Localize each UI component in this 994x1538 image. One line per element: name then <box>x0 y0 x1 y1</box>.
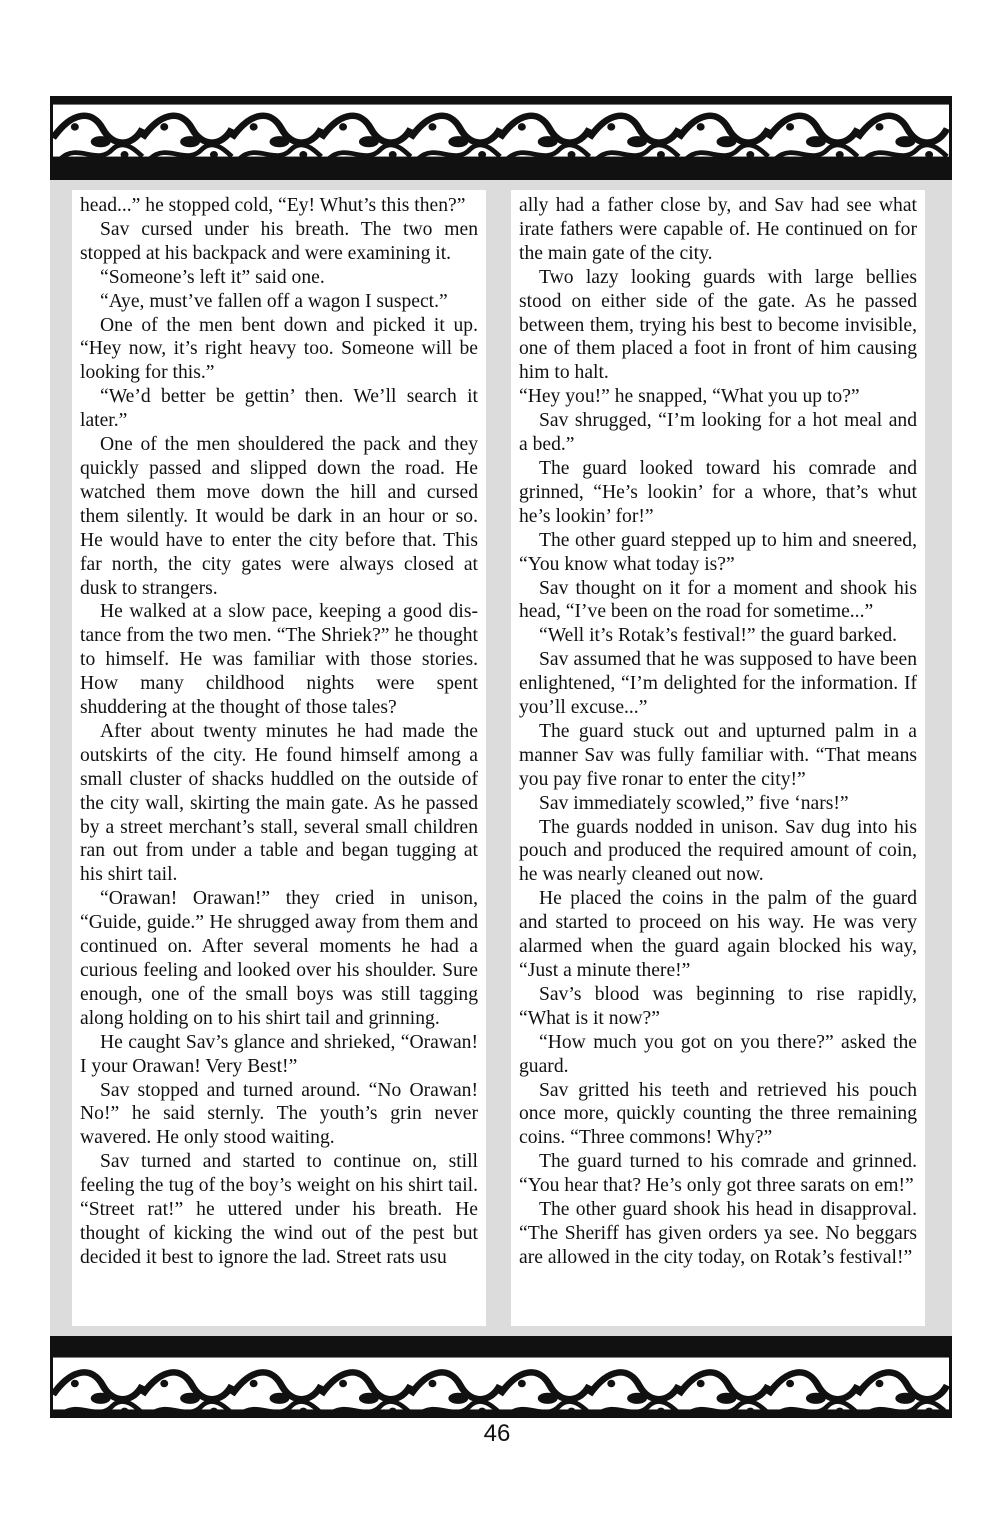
right-text-column <box>511 190 925 1326</box>
paragraph: Sav’s blood was beginning to rise rapidly, “What is it now?” <box>519 983 917 1029</box>
left-text-column <box>72 190 486 1326</box>
paragraph: The other guard stepped up to him and sneered, “You know what today is?” <box>519 529 917 575</box>
paragraph: One of the men bent down and picked it up. “Hey now, it’s right heavy too. Someone will be looking for this.” <box>80 314 478 384</box>
paragraph: ally had a father close by, and Sav had see what irate fathers were capable of. He continued on for the main gate of the city. <box>519 195 917 264</box>
paragraph: Sav assumed that he was supposed to have been enlightened, “I’m delighted for the information. If you’ll excuse...” <box>519 649 917 719</box>
paragraph: After about twenty minutes he had made the outskirts of the city. He found himself among a small cluster of shacks huddled on the outside of the city wall, skirting the main gate. As he passed by a street merchant’s stall, several small children ran out from under a table and began tugging at his shirt tail. <box>80 720 478 886</box>
top-ornamental-border <box>50 96 952 180</box>
paragraph: Sav gritted his teeth and retrieved his pouch once more, quickly counting the three remaining coins. “Three commons! Why?” <box>519 1079 917 1149</box>
page-number: 46 <box>483 1420 511 1447</box>
paragraph: “Hey you!” he snapped, “What you up to?” <box>519 386 860 408</box>
paragraph: He walked at a slow pace, keeping a good distance from the two men. “The Shriek?” he thought to himself. He was familiar with those stories. How many childhood nights were spent shuddering at the thought of those tales? <box>80 601 478 719</box>
paragraph: The other guard shook his head in disapproval. “The Sheriff has given orders ya see. No beggars are allowed in the city today, on Rotak’s festival!” <box>519 1199 917 1268</box>
paragraph: “Well it’s Rotak’s festival!” the guard barked. <box>539 625 898 647</box>
paragraph: “Someone’s left it” said one. <box>100 266 325 288</box>
ornament-pattern-top <box>53 99 949 177</box>
paragraph: Sav stopped and turned around. “No Orawan! No!” he said sternly. The youth’s grin never wavered. He only stood waiting. <box>80 1079 478 1149</box>
paragraph: “Orawan! Orawan!” they cried in unison, “Guide, guide.” He shrugged away from them and continued on. After several moments he had a curious feeling and looked over his shoulder. Sure enough, one of the small boys was still tagging along holding on to his shirt tail and grinning. <box>80 888 478 1029</box>
paragraph: The guard stuck out and upturned palm in a manner Sav was fully familiar with. “That means you pay five ronar to enter the city!” <box>519 720 917 790</box>
paragraph: Sav thought on it for a moment and shook his head, “I’ve been on the road for sometime...” <box>519 577 917 623</box>
ornament-pattern-bottom <box>53 1339 949 1415</box>
paragraph: The guard turned to his comrade and grinned. “You hear that? He’s only got three sarats on em!” <box>519 1151 917 1197</box>
paragraph: Sav immediately scowled,” five ‘nars!” <box>539 792 849 814</box>
paragraph: Sav cursed under his breath. The two men stopped at his backpack and were examining it. <box>80 218 478 264</box>
bottom-ornamental-border <box>50 1336 952 1418</box>
paragraph: Sav turned and started to continue on, still feeling the tug of the boy’s weight on his shirt tail. “Street rat!” he uttered under his breath. He thought of kicking the wind out of the pest but decided it best to ignore the lad. Street rats usu <box>80 1151 478 1268</box>
paragraph: “We’d better be gettin’ then. We’ll search it later.” <box>80 386 478 432</box>
paragraph: The guards nodded in unison. Sav dug into his pouch and produced the required amount of coin, he was nearly cleaned out now. <box>519 816 917 886</box>
paragraph: He caught Sav’s glance and shrieked, “Orawan! I your Orawan! Very Best!” <box>80 1031 478 1077</box>
paragraph: “Aye, must’ve fallen off a wagon I suspect.” <box>100 290 448 312</box>
paragraph: One of the men shouldered the pack and they quickly passed and slipped down the road. He watched them move down the hill and cursed them silently. It would be dark in an hour or so. He would have to enter the city before that. This far north, the city gates were always closed at dusk to strangers. <box>80 434 478 599</box>
paragraph: He placed the coins in the palm of the guard and started to proceed on his way. He was very alarmed when the guard again blocked his way, “Just a minute there!” <box>519 888 917 981</box>
paragraph: The guard looked toward his comrade and grinned, “He’s lookin’ for a whore, that’s whut he’s lookin’ for!” <box>519 457 917 527</box>
paragraph: “How much you got on you there?” asked the guard. <box>519 1031 917 1077</box>
paragraph: Two lazy looking guards with large bellies stood on either side of the gate. As he passed between them, trying his best to become invisible, one of them placed a foot in front of him causing him to halt. <box>519 266 917 384</box>
paragraph: head...” he stopped cold, “Ey! Whut’s this then?” <box>80 195 466 216</box>
paragraph: Sav shrugged, “I’m looking for a hot meal and a bed.” <box>519 410 917 456</box>
